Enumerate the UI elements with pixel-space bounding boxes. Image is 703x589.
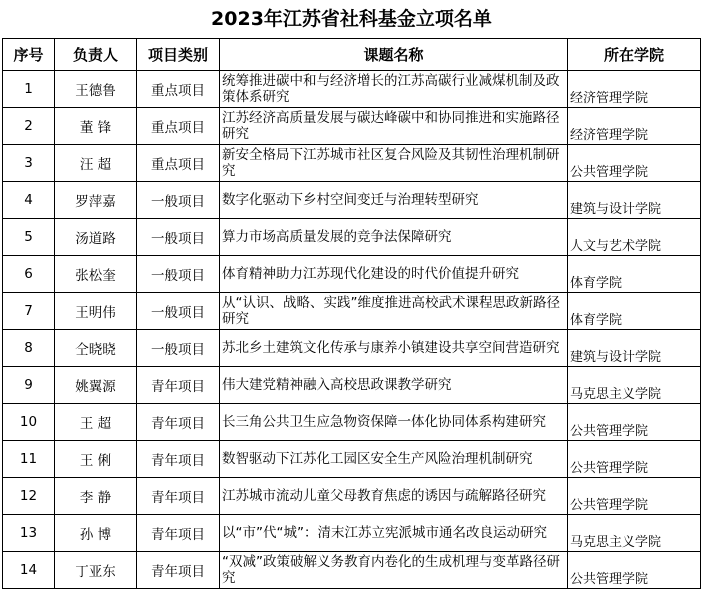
cell-category: 一般项目 bbox=[137, 219, 220, 256]
header-row bbox=[3, 39, 701, 71]
cell-category: 重点项目 bbox=[137, 108, 220, 145]
cell-topic: 数智驱动下江苏化工园区安全生产风险治理机制研究 bbox=[220, 441, 568, 478]
cell-school: 建筑与设计学院 bbox=[568, 182, 701, 219]
cell-category: 一般项目 bbox=[137, 256, 220, 293]
cell-school: 公共管理学院 bbox=[568, 552, 701, 589]
cell-no: 8 bbox=[3, 330, 55, 367]
cell-category: 青年项目 bbox=[137, 478, 220, 515]
cell-category: 青年项目 bbox=[137, 367, 220, 404]
cell-school: 公共管理学院 bbox=[568, 441, 701, 478]
cell-leader: 张松奎 bbox=[55, 256, 137, 293]
cell-topic: 新安全格局下江苏城市社区复合风险及其韧性治理机制研究 bbox=[220, 145, 568, 182]
cell-no: 4 bbox=[3, 182, 55, 219]
cell-school: 体育学院 bbox=[568, 293, 701, 330]
cell-category: 一般项目 bbox=[137, 293, 220, 330]
table-row bbox=[3, 441, 701, 478]
cell-no: 13 bbox=[3, 515, 55, 552]
table-row bbox=[3, 71, 701, 108]
table-row bbox=[3, 182, 701, 219]
cell-category: 青年项目 bbox=[137, 515, 220, 552]
cell-no: 5 bbox=[3, 219, 55, 256]
cell-school: 公共管理学院 bbox=[568, 478, 701, 515]
cell-school: 公共管理学院 bbox=[568, 145, 701, 182]
table-row bbox=[3, 404, 701, 441]
cell-topic: 伟大建党精神融入高校思政课教学研究 bbox=[220, 367, 568, 404]
header-leader: 负责人 bbox=[55, 39, 137, 71]
cell-no: 1 bbox=[3, 71, 55, 108]
cell-no: 11 bbox=[3, 441, 55, 478]
cell-no: 12 bbox=[3, 478, 55, 515]
cell-category: 重点项目 bbox=[137, 145, 220, 182]
cell-category: 重点项目 bbox=[137, 71, 220, 108]
cell-no: 2 bbox=[3, 108, 55, 145]
cell-category: 青年项目 bbox=[137, 441, 220, 478]
cell-school: 经济管理学院 bbox=[568, 108, 701, 145]
cell-leader: 罗萍嘉 bbox=[55, 182, 137, 219]
header-school: 所在学院 bbox=[568, 39, 701, 71]
cell-school: 公共管理学院 bbox=[568, 404, 701, 441]
cell-topic: 长三角公共卫生应急物资保障一体化协同体系构建研究 bbox=[220, 404, 568, 441]
cell-topic: 统筹推进碳中和与经济增长的江苏高碳行业减煤机制及政策体系研究 bbox=[220, 71, 568, 108]
cell-topic: 体育精神助力江苏现代化建设的时代价值提升研究 bbox=[220, 256, 568, 293]
cell-leader: 董 锋 bbox=[55, 108, 137, 145]
cell-leader: 王明伟 bbox=[55, 293, 137, 330]
cell-leader: 孙 博 bbox=[55, 515, 137, 552]
cell-school: 体育学院 bbox=[568, 256, 701, 293]
cell-category: 青年项目 bbox=[137, 404, 220, 441]
cell-school: 人文与艺术学院 bbox=[568, 219, 701, 256]
cell-no: 9 bbox=[3, 367, 55, 404]
cell-topic: “双减”政策破解义务教育内卷化的生成机理与变革路径研究 bbox=[220, 552, 568, 589]
cell-school: 马克思主义学院 bbox=[568, 367, 701, 404]
cell-school: 经济管理学院 bbox=[568, 71, 701, 108]
table-row bbox=[3, 145, 701, 182]
cell-leader: 王 超 bbox=[55, 404, 137, 441]
cell-topic: 从“认识、战略、实践”维度推进高校武术课程思政新路径研究 bbox=[220, 293, 568, 330]
cell-school: 马克思主义学院 bbox=[568, 515, 701, 552]
cell-topic: 算力市场高质量发展的竞争法保障研究 bbox=[220, 219, 568, 256]
table-row bbox=[3, 478, 701, 515]
table-row bbox=[3, 330, 701, 367]
table-row bbox=[3, 515, 701, 552]
page-title: 2023年江苏省社科基金立项名单 bbox=[211, 8, 492, 30]
cell-leader: 汪 超 bbox=[55, 145, 137, 182]
cell-leader: 汤道路 bbox=[55, 219, 137, 256]
cell-category: 青年项目 bbox=[137, 552, 220, 589]
cell-category: 一般项目 bbox=[137, 182, 220, 219]
cell-topic: 以“市”代“城”：清末江苏立宪派城市通名改良运动研究 bbox=[220, 515, 568, 552]
table-row bbox=[3, 108, 701, 145]
table-row bbox=[3, 256, 701, 293]
cell-no: 14 bbox=[3, 552, 55, 589]
table-row bbox=[3, 219, 701, 256]
cell-leader: 李 静 bbox=[55, 478, 137, 515]
cell-topic: 江苏城市流动儿童父母教育焦虑的诱因与疏解路径研究 bbox=[220, 478, 568, 515]
cell-topic: 江苏经济高质量发展与碳达峰碳中和协同推进和实施路径研究 bbox=[220, 108, 568, 145]
cell-no: 10 bbox=[3, 404, 55, 441]
header-category: 项目类别 bbox=[137, 39, 220, 71]
cell-leader: 王 俐 bbox=[55, 441, 137, 478]
cell-topic: 苏北乡土建筑文化传承与康养小镇建设共享空间营造研究 bbox=[220, 330, 568, 367]
cell-leader: 仝晓晓 bbox=[55, 330, 137, 367]
cell-no: 6 bbox=[3, 256, 55, 293]
header-topic: 课题名称 bbox=[220, 39, 568, 71]
cell-leader: 丁亚东 bbox=[55, 552, 137, 589]
cell-leader: 姚翼源 bbox=[55, 367, 137, 404]
cell-category: 一般项目 bbox=[137, 330, 220, 367]
header-no: 序号 bbox=[3, 39, 55, 71]
table-row bbox=[3, 293, 701, 330]
cell-leader: 王德鲁 bbox=[55, 71, 137, 108]
cell-no: 7 bbox=[3, 293, 55, 330]
cell-school: 建筑与设计学院 bbox=[568, 330, 701, 367]
table-row bbox=[3, 367, 701, 404]
project-table bbox=[2, 38, 701, 589]
cell-topic: 数字化驱动下乡村空间变迁与治理转型研究 bbox=[220, 182, 568, 219]
cell-no: 3 bbox=[3, 145, 55, 182]
table-row bbox=[3, 552, 701, 589]
